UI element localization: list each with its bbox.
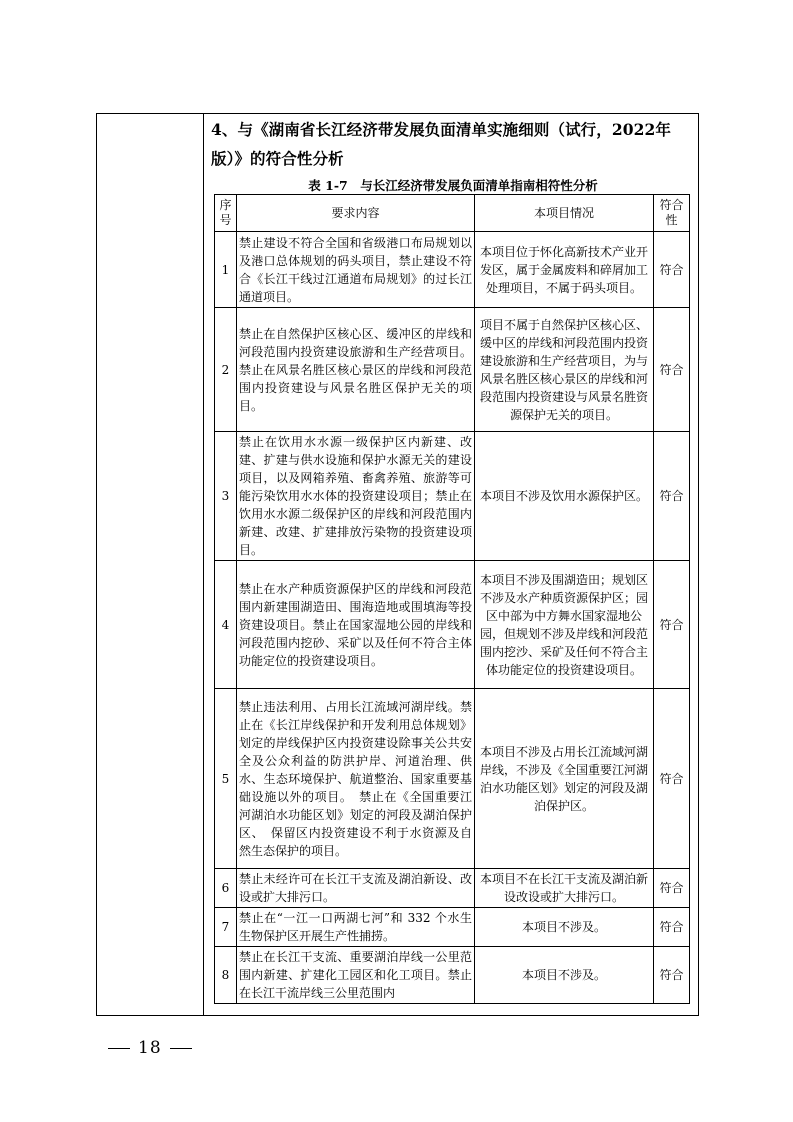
- row-situation: 本项目不涉及。: [475, 947, 654, 1004]
- row-compliance: 符合: [654, 869, 690, 908]
- row-situation: 本项目不涉及。: [475, 908, 654, 947]
- row-requirement: 禁止在自然保护区核心区、缓冲区的岸线和河段范围内投资建设旅游和生产经营项目。禁止在风景名胜区核心景区的岸线和河段范围内投资建设与风景名胜区保护无关的项目。: [237, 308, 475, 432]
- table-row: [215, 908, 690, 947]
- row-situation: 本项目位于怀化高新技术产业开发区，属于金属废料和碎屑加工处理项目，不属于码头项目。: [475, 232, 654, 308]
- table-row: [215, 689, 690, 869]
- row-compliance: 符合: [654, 232, 690, 308]
- row-no: 2: [215, 308, 237, 432]
- row-requirement: 禁止在“一江一口两湖七河”和 332 个水生生物保护区开展生产性捕捞。: [237, 908, 475, 947]
- requirements-table: [214, 194, 690, 1004]
- row-requirement: 禁止在水产种质资源保护区的岸线和河段范围内新建围湖造田、围海造地或围填海等投资建设项目。禁止在国家湿地公园的岸线和河段范围内挖砂、采矿以及任何不符合主体功能定位的投资建设项目。: [237, 561, 475, 689]
- row-situation: 本项目不涉及饮用水源保护区。: [475, 432, 654, 561]
- page-number: [100, 1038, 200, 1058]
- row-compliance: 符合: [654, 432, 690, 561]
- table-row: [215, 561, 690, 689]
- row-no: 1: [215, 232, 237, 308]
- row-requirement: 禁止未经许可在长江干支流及湖泊新设、改设或扩大排污口。: [237, 869, 475, 908]
- row-situation: 本项目不在长江干支流及湖泊新设改设或扩大排污口。: [475, 869, 654, 908]
- row-compliance: 符合: [654, 908, 690, 947]
- row-requirement: 禁止在长江干支流、重要湖泊岸线一公里范围内新建、扩建化工园区和化工项目。禁止在长江干流岸线三公里范围内: [237, 947, 475, 1004]
- table-row: [215, 947, 690, 1004]
- row-compliance: 符合: [654, 308, 690, 432]
- section-heading: 4、与《湖南省长江经济带发展负面清单实施细则（试行，2022年版）》的符合性分析: [211, 120, 672, 168]
- header-requirement: 要求内容: [237, 195, 475, 232]
- row-no: 8: [215, 947, 237, 1004]
- table-row: [215, 432, 690, 561]
- row-requirement: 禁止在饮用水水源一级保护区内新建、改建、扩建与供水设施和保护水源无关的建设项目，以及网箱养殖、畜禽养殖、旅游等可能污染饮用水水体的投资建设项目；禁止在饮用水水源二级保护区的岸线和河段范围内新建、改建、扩建排放污染物的投资建设项目。: [237, 432, 475, 561]
- row-no: 5: [215, 689, 237, 869]
- page-number-dash-right: [170, 1048, 192, 1049]
- header-no: 序号: [215, 195, 237, 232]
- table-row: [215, 308, 690, 432]
- row-compliance: 符合: [654, 689, 690, 869]
- header-situation: 本项目情况: [475, 195, 654, 232]
- row-no: 7: [215, 908, 237, 947]
- row-compliance: 符合: [654, 561, 690, 689]
- row-no: 6: [215, 869, 237, 908]
- row-no: 4: [215, 561, 237, 689]
- row-situation: 项目不属于自然保护区核心区、缓中区的岸线和河段范围内投资建设旅游和生产经营项目，为与风景名胜区核心景区的岸线和河段范围内投资建设与风景名胜资源保护无关的项目。: [475, 308, 654, 432]
- row-requirement: 禁止违法利用、占用长江流域河湖岸线。禁止在《长江岸线保护和开发利用总体规划》划定的岸线保护区内投资建设除事关公共安全及公众利益的防洪护岸、河道治理、供水、生态环境保护、航道整治、国家重要基础设施以外的项目。 禁止在《全国重要江河湖泊水功能区划》划定的河段及湖泊保护区、 保留区内投资建设不利于水资源及自然生态保护的项目。: [237, 689, 475, 869]
- row-requirement: 禁止建设不符合全国和省级港口布局规划以及港口总体规划的码头项目，禁止建设不符合《长江干线过江通道布局规划》的过长江通道项目。: [237, 232, 475, 308]
- table-row: [215, 232, 690, 308]
- row-no: 3: [215, 432, 237, 561]
- table-header-row: [215, 195, 690, 232]
- page-number-text: 18: [138, 1038, 162, 1058]
- outer-frame-divider: [203, 113, 204, 1016]
- table-row: [215, 869, 690, 908]
- page-number-dash-left: [108, 1048, 130, 1049]
- header-compliance: 符合性: [654, 195, 690, 232]
- row-situation: 本项目不涉及占用长江流域河湖岸线，不涉及《全国重要江河湖泊水功能区划》划定的河段及湖泊保护区。: [475, 689, 654, 869]
- table-caption: 表 1-7 与长江经济带发展负面清单指南相符性分析: [308, 178, 598, 193]
- row-compliance: 符合: [654, 947, 690, 1004]
- row-situation: 本项目不涉及围湖造田；规划区不涉及水产种质资源保护区；园区中部为中方舞水国家湿地公园，但规划不涉及岸线和河段范围内挖沙、采矿及任何不符合主体功能定位的投资建设项目。: [475, 561, 654, 689]
